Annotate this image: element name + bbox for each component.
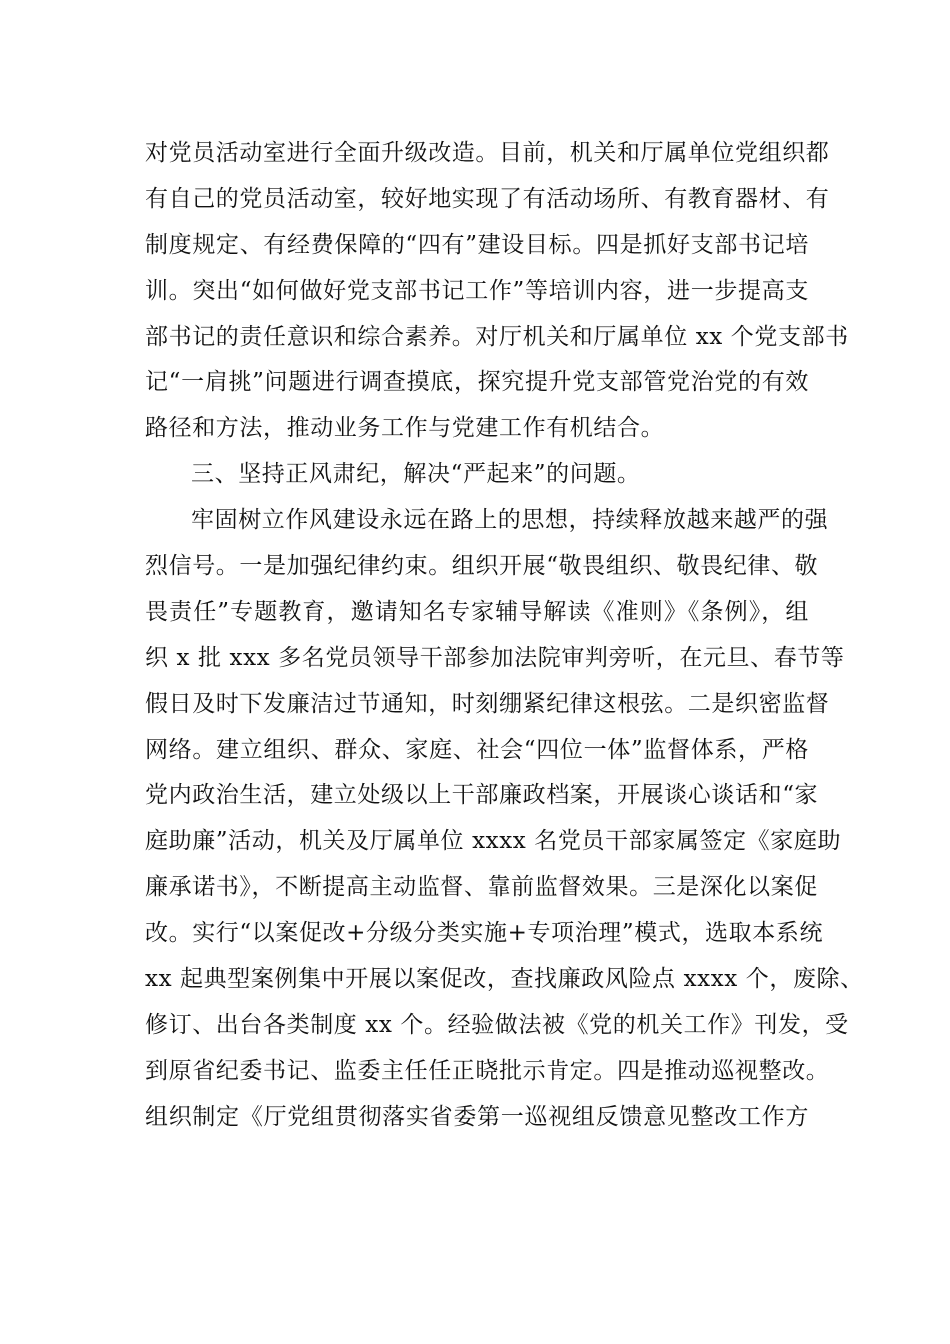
text-line: xx 起典型案例集中开展以案促改，查找廉政风险点 xxxx 个，废除、	[145, 966, 864, 993]
text-line: 庭助廉”活动，机关及厅属单位 xxxx 名党员干部家属签定《家庭助	[145, 828, 842, 855]
text-line: 党内政治生活，建立处级以上干部廉政档案，开展谈心谈话和“家	[145, 782, 819, 809]
text-line: 有自己的党员活动室，较好地实现了有活动场所、有教育器材、有	[145, 185, 830, 212]
text-line: 改。实行“以案促改+分级分类实施+专项治理”模式，选取本系统	[145, 920, 824, 947]
text-line: 部书记的责任意识和综合素养。对厅机关和厅属单位 xx 个党支部书	[145, 323, 849, 350]
text-line: 织 x 批 xxx 多名党员领导干部参加法院审判旁听，在元旦、春节等	[145, 644, 845, 671]
text-line: 假日及时下发廉洁过节通知，时刻绷紧纪律这根弦。二是织密监督	[145, 690, 830, 717]
text-line: 组织制定《厅党组贯彻落实省委第一巡视组反馈意见整改工作方	[145, 1103, 809, 1130]
text-line: 廉承诺书》，不断提高主动监督、靠前监督效果。三是深化以案促	[145, 874, 818, 901]
text-line: 到原省纪委书记、监委主任任正晓批示肯定。四是推动巡视整改。	[145, 1057, 830, 1084]
text-line: 对党员活动室进行全面升级改造。目前，机关和厅属单位党组织都	[145, 140, 830, 166]
body-text	[145, 131, 864, 1141]
text-line: 修订、出台各类制度 xx 个。经验做法被《党的机关工作》刊发，受	[145, 1011, 849, 1038]
text-line: 网络。建立组织、群众、家庭、社会“四位一体”监督体系，严格	[145, 736, 809, 763]
text-line: 畏责任”专题教育，邀请知名专家辅导解读《准则》《条例》，组	[145, 598, 809, 625]
text-line: 烈信号。一是加强纪律约束。组织开展“敬畏组织、敬畏纪律、敬	[145, 553, 819, 580]
text-line: 记“一肩挑”问题进行调查摸底，探究提升党支部管党治党的有效	[145, 369, 809, 396]
text-line: 路径和方法，推动业务工作与党建工作有机结合。	[145, 415, 665, 442]
section-heading: 三、坚持正风肃纪，解决“严起来”的问题。	[191, 461, 641, 488]
text-line: 制度规定、有经费保障的“四有”建设目标。四是抓好支部书记培	[145, 231, 809, 258]
text-line: 牢固树立作风建设永远在路上的思想，持续释放越来越严的强	[191, 507, 829, 534]
text-line: 训。突出“如何做好党支部书记工作”等培训内容，进一步提高支	[145, 277, 809, 304]
